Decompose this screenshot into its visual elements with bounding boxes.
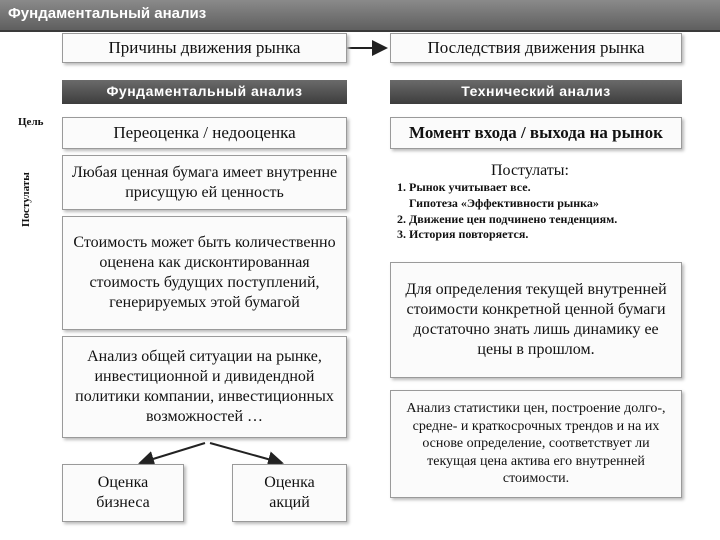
left-postulate-1: Любая ценная бумага имеет внутренне присущую ей ценность bbox=[62, 155, 347, 210]
fundamental-band: Фундаментальный анализ bbox=[62, 80, 347, 104]
postulate-item: Гипотеза «Эффективности рынка» bbox=[409, 195, 599, 210]
postulate-item: 3. История повторяется. bbox=[397, 227, 529, 242]
arrow-to-business bbox=[140, 443, 205, 463]
right-statistics-box: Анализ статистики цен, построение долго-, средне- и краткосрочных трендов и на их основе определение, соответствует ли текущая цена актива его внутренней стоимости. bbox=[390, 390, 682, 498]
right-postulates-list bbox=[397, 180, 677, 243]
postulates-label: Постулаты bbox=[20, 172, 32, 227]
goal-label: Цель bbox=[18, 116, 44, 128]
share-valuation-box: Оценка акций bbox=[232, 464, 347, 522]
right-postulates-title: Постулаты: bbox=[491, 162, 569, 179]
left-analysis-box: Анализ общей ситуации на рынке, инвестиционной и дивидендной политики компании, инвестиционных возможностей … bbox=[62, 336, 347, 438]
causes-box: Причины движения рынка bbox=[62, 33, 347, 63]
right-goal-box: Момент входа / выхода на рынок bbox=[390, 117, 682, 149]
effects-box: Последствия движения рынка bbox=[390, 33, 682, 63]
arrow-to-shares bbox=[210, 443, 282, 463]
left-goal-box: Переоценка / недооценка bbox=[62, 117, 347, 149]
right-dynamics-box: Для определения текущей внутренней стоимости конкретной ценной бумаги достаточно знать лишь динамику ее цены в прошлом. bbox=[390, 262, 682, 378]
postulate-item: 2. Движение цен подчинено тенденциям. bbox=[397, 211, 618, 226]
technical-band: Технический анализ bbox=[390, 80, 682, 104]
left-postulate-2: Стоимость может быть количественно оценена как дисконтированная стоимость будущих поступлений, генерируемых этой бумагой bbox=[62, 216, 347, 330]
business-valuation-box: Оценка бизнеса bbox=[62, 464, 184, 522]
slide-title: Фундаментальный анализ bbox=[8, 5, 207, 22]
postulates-label-wrap bbox=[20, 165, 44, 235]
postulate-item: 1. Рынок учитывает все. bbox=[397, 180, 531, 194]
